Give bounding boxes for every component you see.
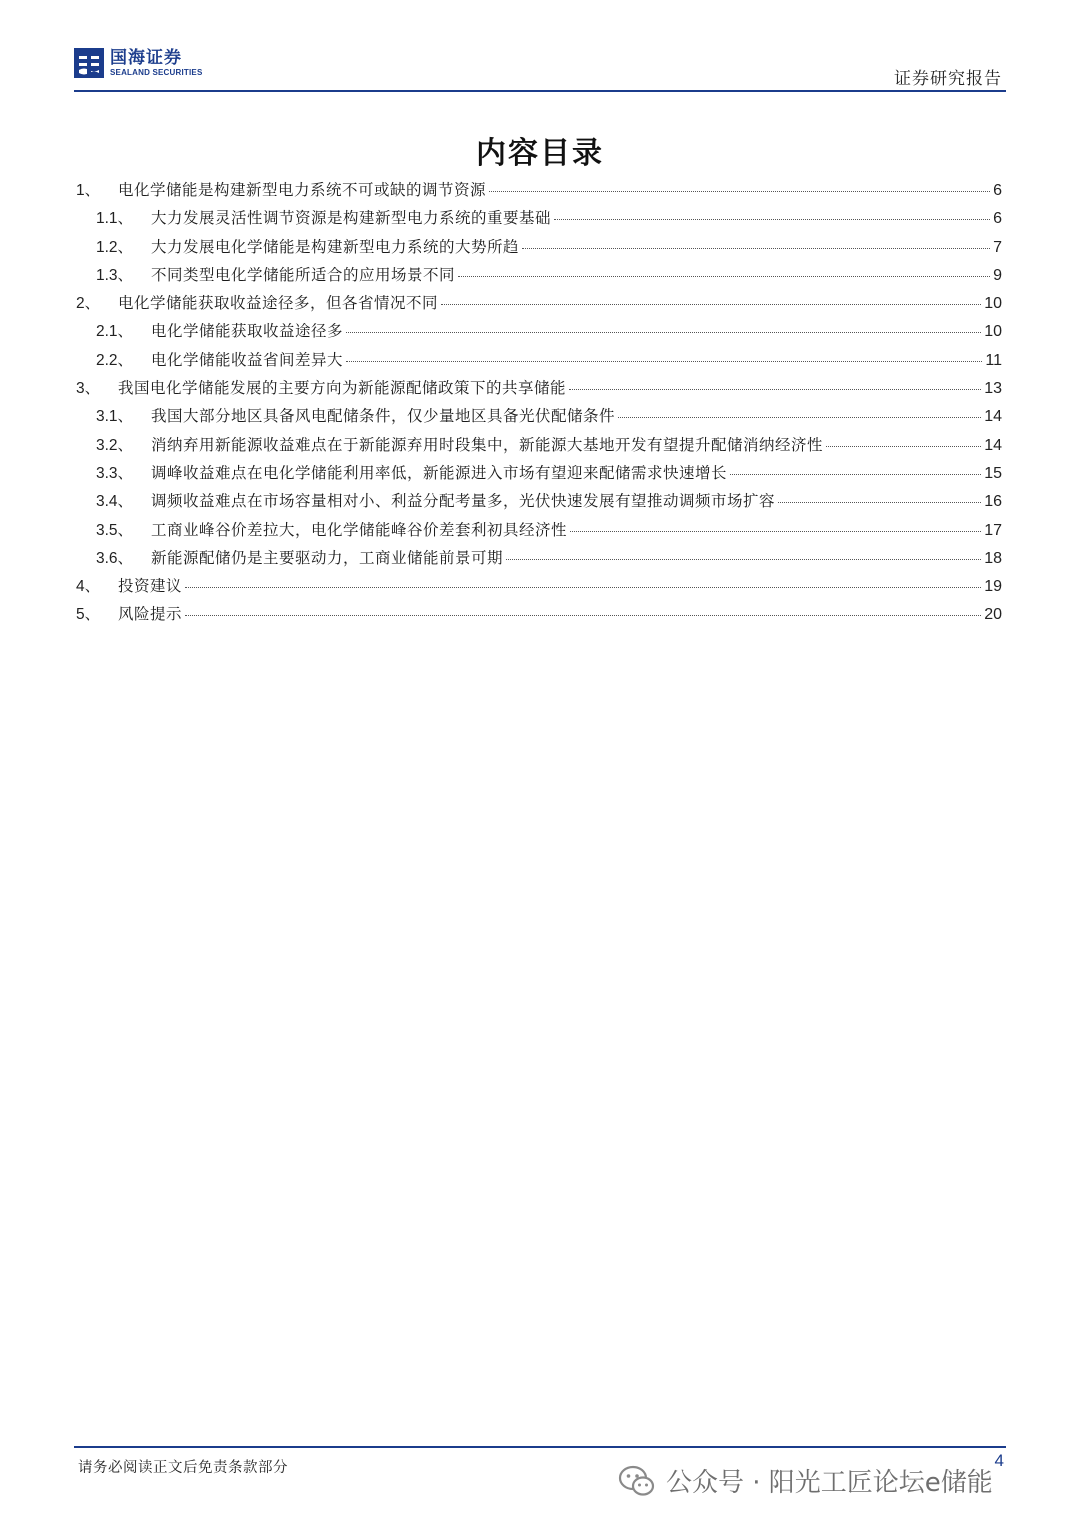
toc-entry-page: 7 (993, 238, 1002, 256)
toc-entry-page: 10 (984, 295, 1002, 313)
toc-entry-title: 电化学储能是构建新型电力系统不可或缺的调节资源 (118, 181, 487, 199)
toc-entry-page: 16 (984, 493, 1002, 511)
wechat-icon (618, 1464, 656, 1498)
toc-entry-title: 投资建议 (118, 577, 183, 596)
toc-leader-dots (730, 474, 981, 475)
toc-leader-dots (185, 587, 981, 588)
toc-entry-title: 不同类型电化学储能所适合的应用场景不同 (151, 265, 456, 284)
toc-entry-title: 调频收益难点在市场容量相对小、利益分配考量多，光伏快速发展有望推动调频市场扩容 (151, 492, 776, 511)
toc-entry[interactable] (76, 546, 1002, 574)
toc-leader-dots (522, 248, 990, 249)
toc-leader-dots (618, 417, 981, 418)
toc-entry-page: 20 (984, 606, 1002, 624)
toc-entry[interactable] (76, 348, 1002, 376)
toc-entry[interactable] (76, 263, 1002, 291)
watermark-text: 公众号 · 阳光工匠论坛e储能 (666, 1468, 993, 1498)
toc-leader-dots (554, 219, 990, 220)
toc-leader-dots (506, 559, 981, 560)
toc-entry-page: 17 (984, 521, 1002, 539)
toc-entry[interactable] (76, 404, 1002, 432)
toc-entry-page: 6 (993, 182, 1002, 199)
toc-entry-number: 3.6、 (96, 549, 134, 567)
toc-entry-number: 3.2、 (96, 436, 134, 454)
toc-entry-number: 5、 (76, 606, 101, 624)
page-header (74, 44, 1006, 92)
toc-entry-number: 3.5、 (96, 521, 134, 539)
toc-entry-number: 1.2、 (96, 238, 134, 256)
toc-entry-number: 2、 (76, 295, 101, 313)
toc-leader-dots (346, 332, 981, 333)
toc-entry-title: 我国电化学储能发展的主要方向为新能源配储政策下的共享储能 (118, 379, 567, 398)
toc-leader-dots (778, 502, 981, 503)
toc-entry-page: 15 (984, 464, 1002, 482)
toc-entry-page: 19 (984, 578, 1002, 596)
toc-entry-number: 3、 (76, 380, 101, 398)
toc-entry-page: 6 (993, 210, 1002, 228)
toc-entry-page: 18 (984, 549, 1002, 567)
report-type-label: 证券研究报告 (894, 69, 1002, 89)
logo-english-name: SEALAND SECURITIES (110, 68, 203, 77)
toc-entry[interactable] (76, 461, 1002, 489)
toc-entry-number: 3.4、 (96, 493, 134, 511)
header-divider (74, 90, 1006, 92)
toc-entry[interactable] (76, 518, 1002, 546)
toc-leader-dots (569, 389, 981, 390)
toc-entry-title: 大力发展灵活性调节资源是构建新型电力系统的重要基础 (151, 209, 552, 228)
toc-entry-page: 13 (984, 380, 1002, 398)
sealand-logo (74, 48, 203, 78)
toc-leader-dots (346, 361, 982, 362)
toc-entry-page: 14 (984, 436, 1002, 454)
footer-divider (74, 1446, 1006, 1448)
toc-entry-number: 1.1、 (96, 210, 134, 228)
toc-entry-number: 2.2、 (96, 351, 134, 369)
toc-entry-number: 2.1、 (96, 323, 134, 341)
toc-entry[interactable] (76, 574, 1002, 602)
toc-leader-dots (570, 531, 981, 532)
toc-entry-number: 3.1、 (96, 408, 134, 426)
toc-entry-number: 3.3、 (96, 464, 134, 482)
toc-entry[interactable] (76, 376, 1002, 404)
logo-chinese-name: 国海证券 (110, 48, 182, 68)
toc-title: 内容目录 (476, 136, 604, 171)
toc-entry[interactable] (76, 433, 1002, 461)
toc-entry-title: 消纳弃用新能源收益难点在于新能源弃用时段集中，新能源大基地开发有望提升配储消纳经济性 (151, 435, 824, 454)
toc-entry-page: 10 (984, 323, 1002, 341)
toc-entry-number: 1、 (76, 182, 101, 199)
toc-entry-number: 1.3、 (96, 266, 134, 284)
toc-entry-title: 我国大部分地区具备风电配储条件，仅少量地区具备光伏配储条件 (151, 407, 616, 426)
toc-entry-number: 4、 (76, 578, 101, 596)
toc-entry-title: 工商业峰谷价差拉大，电化学储能峰谷价差套利初具经济性 (151, 520, 568, 539)
toc-entry-title: 电化学储能获取收益途径多 (151, 322, 344, 341)
toc-entry-title: 电化学储能获取收益途径多，但各省情况不同 (118, 294, 439, 313)
toc-entry-title: 风险提示 (118, 605, 183, 624)
toc-leader-dots (458, 276, 990, 277)
toc-entry[interactable] (76, 489, 1002, 517)
toc-entry-title: 大力发展电化学储能是构建新型电力系统的大势所趋 (151, 237, 520, 256)
toc-leader-dots (185, 615, 981, 616)
toc-entry[interactable] (76, 602, 1002, 630)
toc-entry-page: 9 (993, 266, 1002, 284)
toc-leader-dots (441, 304, 981, 305)
toc-entry[interactable] (76, 235, 1002, 263)
toc-entry[interactable] (76, 178, 1002, 206)
sealand-logo-icon (74, 48, 104, 78)
toc-entry-title: 调峰收益难点在电化学储能利用率低，新能源进入市场有望迎来配储需求快速增长 (151, 463, 728, 482)
toc-entry-page: 11 (985, 351, 1002, 369)
toc-entry-page: 14 (984, 408, 1002, 426)
table-of-contents (76, 178, 1002, 631)
wechat-watermark (618, 1462, 993, 1499)
disclaimer-note: 请务必阅读正文后免责条款部分 (78, 1460, 288, 1476)
toc-entry[interactable] (76, 291, 1002, 319)
page-number: 4 (994, 1451, 1004, 1470)
toc-entry-title: 新能源配储仍是主要驱动力，工商业储能前景可期 (151, 548, 504, 567)
toc-entry[interactable] (76, 206, 1002, 234)
toc-entry[interactable] (76, 319, 1002, 347)
toc-leader-dots (489, 191, 990, 192)
toc-leader-dots (826, 446, 981, 447)
toc-entry-title: 电化学储能收益省间差异大 (151, 350, 344, 369)
